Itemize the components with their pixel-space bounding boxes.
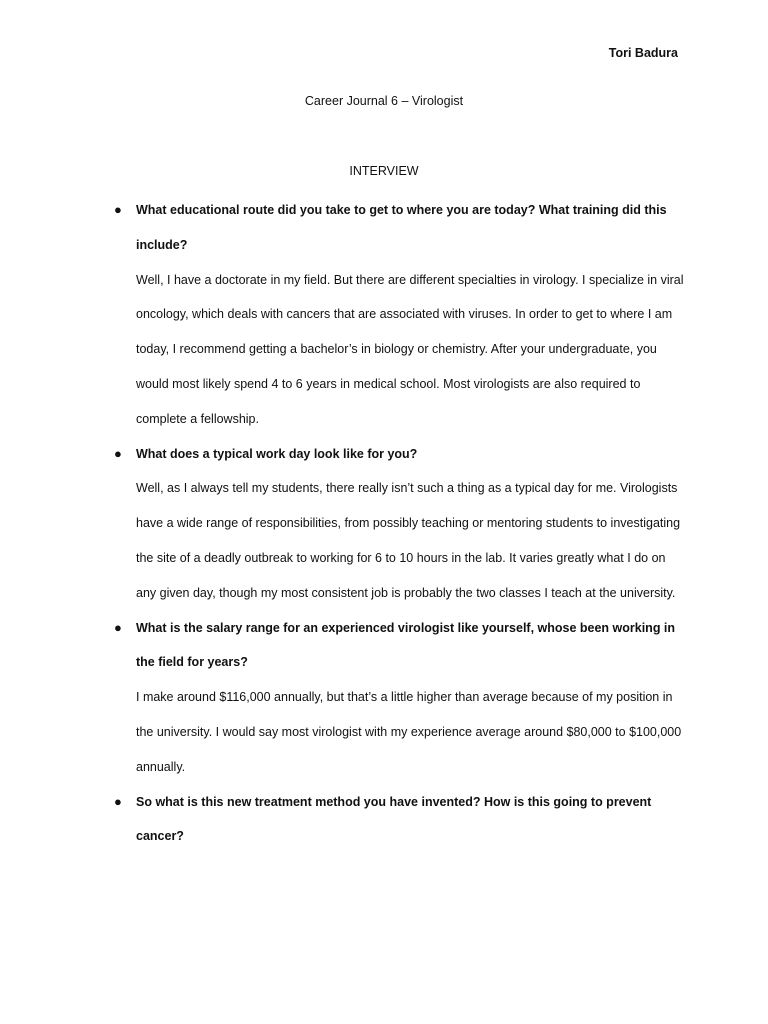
interview-item (114, 193, 684, 437)
author-name: Tori Badura (608, 46, 678, 60)
bullet-icon: ● (114, 445, 122, 461)
interview-answer: Well, I have a doctorate in my field. But there are different specialties in virology. I specialize in viral oncology, which deals with cancers that are associated with viruses. In order to get to where I am today, I recommend getting a bachelor’s in biology or chemistry. After your undergraduate, you would most likely spend 4 to 6 years in medical school. Most virologists are also required to complete a fellowship. (136, 272, 684, 426)
interview-item (114, 611, 684, 785)
bullet-icon: ● (114, 202, 122, 217)
interview-question: What is the salary range for an experienced virologist like yourself, whose been working in the field for years? (136, 620, 676, 670)
interview-question: What does a typical work day look like for you? (136, 446, 418, 461)
document-title: Career Journal 6 – Virologist (304, 94, 464, 108)
bullet-icon: ● (114, 793, 122, 809)
interview-list (114, 193, 684, 854)
interview-answer: I make around $116,000 annually, but that’s a little higher than average because of my position in the university. I would say most virologist with my experience average around $80,000 to $100,000 annually. (136, 690, 682, 774)
bullet-icon: ● (114, 619, 122, 635)
interview-answer: Well, as I always tell my students, there really isn’t such a thing as a typical day for me. Virologists have a wide range of responsibilities, from possibly teaching or mentoring students to investigating the site of a deadly outbreak to working for 6 to 10 hours in the lab. It varies greatly what I do on any given day, though my most consistent job is probably the two classes I teach at the university. (136, 481, 681, 600)
interview-question: So what is this new treatment method you have invented? How is this going to prevent cancer? (136, 794, 652, 844)
section-heading: INTERVIEW (349, 164, 419, 178)
interview-item (114, 785, 684, 855)
interview-question: What educational route did you take to get to where you are today? What training did this include? (136, 203, 667, 252)
interview-item (114, 437, 684, 611)
